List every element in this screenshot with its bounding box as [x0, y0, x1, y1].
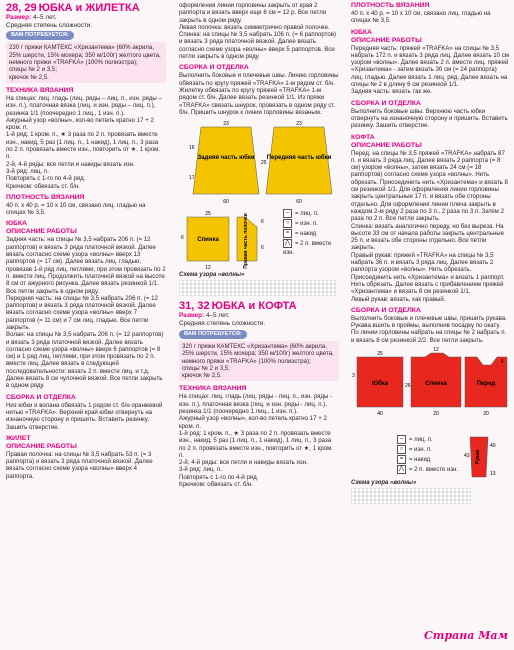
vest-cont-text: оформления линии горловины закрыть от края 2 раппорта и вязать вверх еще 6 см = 12 р. Все петли закрыть в одном ряду.: [179, 2, 327, 24]
skirt-pattern-diagram: [179, 119, 339, 209]
legend-symbol: ○: [397, 445, 406, 454]
tech-line: Крючком: обвязать ст. б/н.: [6, 182, 81, 190]
size-label: Размер:: [179, 312, 205, 320]
dim-label: 13: [490, 470, 496, 477]
vest-pattern-diagram: [179, 209, 279, 271]
legend-text: = накид: [295, 231, 317, 238]
legend-symbol: –: [283, 209, 292, 218]
dim-label: 25: [205, 211, 211, 218]
skirt-back-text: Задняя часть: на спицы № 3,5 набрать 206 п. (= 12 раппортов) и вязать 3 ряда платочной вязкой. Далее вязать согласно схеме узора «волны» вверх 13 раппортов (= 17 см). Далее вязать лиц. гладью, провязав 1-й ряд лиц. петлями, при этом провязать по 2 п. вместе лиц. Продолжить платочной вязкой на высоте 8 см от ажурного рисунка. Далее вязать резинкой 1/1.: [6, 236, 166, 288]
skirt-front-label: Передняя часть юбки: [266, 155, 332, 162]
legend-text: = лиц. п.: [409, 437, 433, 444]
heading-assembly: СБОРКА И ОТДЕЛКА: [179, 64, 249, 72]
dim-label: 40: [490, 442, 496, 449]
legend-text: = накид: [409, 457, 431, 464]
column-right: [344, 0, 514, 504]
cardigan-front-text: Перед: на спицы № 3,5 пряжей «TRAFKA» набрать 87 п. и вязать 3 ряда лиц. Далее вязать 2 раппорта (= 8 см) узором «волны», затем вязать 24 см (= 18 раппортов) согласно схеме узора «волны». Нить обрезать. Присоединить нить «Хризантема» и вязать 8 см резинкой 1/1. Для оформления линии горловины закрыть центральные 17 п. и вязать обе стороны отдельно. Для оформления линии плеча закрыть в каждом 2-м ряду 2 раза по 3 п., 2 раза по 3 п. Затем 2 раза по 2 п. Все петли закрыть.: [351, 149, 508, 223]
legend-symbol: ○: [283, 219, 292, 228]
dim-label: 16: [189, 145, 195, 152]
legend-text: = лиц. п.: [295, 211, 319, 218]
heading-vest-description: ОПИСАНИЕ РАБОТЫ: [6, 442, 77, 450]
tech-line: 1-й ряд: 1 кром. п., ★ 3 раза по 2 п. провязать вместе изн., накид, 5 раз (1 лиц. п., 1 накид), 1 лиц. п., 3 раза по 2 п. провязать вместе изн., повторить от ★, 1 кром. п.: [179, 429, 333, 459]
assembly-text: Низ юбки и волана обвязать 1 рядом ст. б/н оранжевой нитью «TRAFKA». Верхний край юбки отвернуть на изнаночную сторону и пришить. Вставить резинку. Зашить отверстие.: [6, 401, 163, 431]
dim-label: 25: [377, 350, 383, 357]
article-number: 28, 29: [6, 2, 37, 14]
vest-back-text: Спинка: на спицы № 3,5 набрать 106 п. (= 6 раппортов) и вязать 3 ряда платочной вязкой. Далее вязать согласно схеме узора «волны» вверх 5 раппортов. Все петли закрыть в одном ряду.: [179, 31, 337, 61]
vest-text: Правая полочка: на спицы № 3,5 набрать 53 п. (= 3 раппорта) и вязать 3 ряда платочной вязкой. Далее вязать согласно схеме узора «волны» вверх 4 раппорта.: [6, 450, 153, 480]
site-logo: Страна Мам: [424, 629, 508, 642]
wave-scheme-grid: [351, 488, 471, 504]
material-needles: спицы № 2 и 3,5;: [9, 66, 57, 74]
dim-label: 12: [433, 346, 439, 353]
legend-symbol: ⋀: [283, 239, 292, 248]
sleeve-diagram: [464, 435, 494, 479]
dim-label: 6: [181, 235, 184, 242]
legend-symbol: =: [283, 229, 292, 238]
density-text: 40 п. х 40 р. = 10 х 10 см, связано лиц. гладью на спицах № 3,5.: [6, 201, 146, 217]
skirt-back-text: Задняя часть: вязать так же.: [351, 88, 433, 96]
symbol-legend: [397, 435, 458, 475]
scheme-caption: Схема узора «волны»: [179, 272, 245, 279]
wave-scheme-grid: [179, 280, 337, 296]
skirt-front-text: Передняя часть: на спицы № 3,5 набрать 206 п. (= 12 раппортов) и вязать 3 ряда платочной вязкой. Далее вязать согласно схеме узора «волны» вверх 7 раппортов (= 11 см) и 7 см лиц. гладью. Все петли закрыть.: [6, 294, 158, 331]
dim-label: 60: [296, 199, 302, 206]
tech-line: Ажурный узор «волны», кол-во петель кратно 17 + 2 кром. п.: [179, 415, 327, 430]
heading-cardigan: КОФТА: [351, 133, 375, 141]
cardigan-left-sleeve-text: Левый рукав: вязать, как правый.: [351, 295, 446, 303]
article-title-text: ЮБКА и КОФТА: [211, 300, 297, 313]
skirt-front-text: Передняя часть: пряжей «TRAFKA» на спицы № 3,5 набрать 172 п. и вязать 3 ряда лиц. Далее вязать 10 см узором «волны». Далее вязать 2 п. вместе лиц. пряжей «Хризантема» - затем вязать 30 см (= 24 раппорта) лиц. гладью. Далее вязать 1 лиц. ряд. Далее вязать на спицы № 2 в длину 6 см резинкой 1/1.: [351, 44, 509, 89]
dim-label: 6: [261, 219, 264, 226]
material-hook: крючок № 2,5.: [182, 372, 222, 380]
dim-label: 40: [377, 410, 383, 417]
vest-left-text: Левая полочка: вязать симметрично правой полочке.: [179, 23, 330, 31]
heading-assembly: СБОРКА И ОТДЕЛКА: [351, 99, 421, 107]
heading-skirt: ЮБКА: [351, 28, 372, 36]
dim-label: 20: [433, 410, 439, 417]
dim-label: 43: [464, 452, 470, 459]
dim-label: 25: [261, 160, 267, 167]
tech-line: 3-й ряд: лиц. п.: [179, 466, 222, 474]
tech-line: Повторять с 1-го по 4-й ряд.: [6, 175, 86, 183]
dim-label: 23: [296, 121, 302, 128]
vest-back-label: Спинка: [197, 237, 219, 244]
tech-line: 3-й ряд: лиц. п.: [6, 167, 49, 175]
material-needles: спицы № 2 и 3,5;: [182, 364, 230, 372]
article-title-2: [179, 300, 339, 312]
tech-line: 2-й, 4-й ряды: все петли и накиды вязать изн.: [179, 459, 308, 467]
heading-technique: ТЕХНИКА ВЯЗАНИЯ: [179, 385, 247, 393]
legend-text: = 2 п. вместе изн.: [409, 467, 459, 474]
legend-text: = изн. п.: [409, 447, 432, 454]
tech-line: На спицах: лиц. гладь (лиц. ряды – лиц. п., изн. ряды – изн. п.), платочная вязка (лиц. и изн. ряды – лиц. п.), резинка 1/1 (поочередно 1 лиц., 1 изн. п.).: [6, 94, 162, 117]
tech-line: Крючком: обвязать ст. б/н.: [179, 480, 254, 488]
assembly-text: Выполнить боковые и плечевые швы. Линию горловины обвязать по кругу пряжей «TRAFKA» 1-м рядом ст. б/н. Жилетку обвязать по кругу пряжей «TRAFKA» 1-м рядом ст. б/н. Далее вязать резинкой 1/1. Из пряжи «TRAFKA» связать шнурок, провязать в одном ряду ст. б/н. Пришить шнурок к линии горловины вязаным.: [179, 72, 339, 116]
difficulty: Средняя степень сложности.: [6, 21, 93, 29]
front-label: Перед: [476, 380, 496, 387]
dim-label: 6: [261, 245, 264, 252]
column-left: [0, 0, 172, 480]
difficulty: Средняя степень сложности.: [179, 320, 266, 328]
material-hook: крючок № 2,5.: [9, 73, 49, 81]
cardigan-right-sleeve-text: Правый рукав: пряжей «TRAFKA» на спицы № 3,5 набрать 36 п. и вязать 3 ряда лиц. Далее вязать 2 раппорта узором «волны». Нить обрезать. Присоединить нить «Хризантема» и вязать 1 раппорт. Нить обрезать. Далее вязать с прибавлением пряжей «Хризантема» и вязать 8 см резинкой 1/1.: [351, 251, 505, 296]
material-yarn: 230 г пряжи КАМТЕКС «Хризантема» (60% акрила, 25% шерсти, 15% мохера; 350 м/100г) желтого цвета, немного пряжи «TRAFKA» (100% полиэстра);: [9, 44, 161, 67]
tech-line: 1-й ряд: 1 кром. п., ★ 3 раза по 2 п. провязать вместе изн., накид, 5 раз (1 лиц. п., 1 накид), 1 лиц. п., 3 раза по 2 п. провязать вместе изн., повторить от ★, 1 кром. п.: [6, 131, 160, 161]
heading-technique: ТЕХНИКА ВЯЗАНИЯ: [6, 86, 74, 94]
legend-text: = изн. п.: [295, 221, 318, 228]
tech-line: На спицах: лиц. гладь (лиц. ряды - лиц. п., изн. ряды - изн. п.), платочная вязка (лиц. и изн. ряды - лиц. п.), резинка 1/1 (поочередно 1 лиц., 1 изн. п.).: [179, 393, 333, 416]
heading-assembly-2: СБОРКА И ОТДЕЛКА: [351, 306, 421, 314]
sleeve-label: Рукав: [475, 449, 482, 465]
article-title: [6, 2, 166, 14]
heading-description: ОПИСАНИЕ РАБОТЫ: [351, 36, 422, 44]
vest-shelf-label: Правая часть полочки: [243, 213, 249, 269]
size-value: 4–5 лет.: [32, 14, 57, 21]
tech-line: Повторять с 1-го по 4-й ряд.: [179, 473, 259, 481]
heading-cardigan-description: ОПИСАНИЕ РАБОТЫ: [351, 141, 422, 149]
dim-label: 26: [405, 382, 411, 389]
heading-density: ПЛОТНОСТЬ ВЯЗАНИЯ: [351, 2, 430, 9]
cardigan-pattern-diagram: [351, 347, 509, 435]
heading-description: ОПИСАНИЕ РАБОТЫ: [6, 228, 77, 236]
size-label: Размер:: [6, 14, 32, 21]
dim-label: 23: [223, 121, 229, 128]
materials-box: [179, 341, 339, 381]
tech-line: 2-й, 4-й ряды: все петли и накиды вязать изн.: [6, 160, 135, 168]
legend-text: = 2 п. вместе изн.: [283, 241, 332, 257]
density-text: 40 п. х 40 р. = 10 х 10 см, связано лиц. гладью на спицах № 3,5.: [351, 10, 491, 25]
materials-badge: ВАМ ПОТРЕБУЕТСЯ:: [6, 31, 74, 40]
legend-symbol: –: [397, 435, 406, 444]
heading-assembly: СБОРКА И ОТДЕЛКА: [6, 393, 76, 401]
dim-label: 17: [189, 175, 195, 182]
scheme-grid: [179, 280, 337, 296]
legend-symbol: =: [397, 455, 406, 464]
heading-skirt: ЮБКА: [6, 220, 27, 228]
skirt-back-label: Задняя часть юбки: [197, 155, 255, 162]
material-yarn: 320 г пряжи КАМТЕКС «Хризантема» (60% акрила, 25% шерсти, 15% мохера; 350 м/100г) желтого цвета, немного пряжи «TRAFKA» (100% полиэстра);: [182, 342, 334, 365]
scheme-caption: Схема узора «волны»: [351, 479, 417, 486]
heading-density: ПЛОТНОСТЬ ВЯЗАНИЯ: [6, 193, 85, 201]
heading-vest: ЖИЛЕТ: [6, 434, 31, 442]
symbol-legend: [283, 209, 339, 258]
dim-label: 60: [223, 199, 229, 206]
tech-line: Ажурный узор «волны», кол-во петель кратно 17 + 2 кром. п.: [6, 116, 154, 132]
assembly-text: Выполнить боковые швы. Верхнюю часть юбки отвернуть на изнаночную сторону и пришить. Вставить резинку. Зашить отверстие.: [351, 107, 508, 130]
back-piece: [411, 353, 461, 407]
column-middle: [172, 0, 344, 488]
skirt-text: Все петли закрыть в одном ряду.: [6, 287, 99, 295]
back-label: Спинка: [425, 380, 447, 387]
scheme-grid: [351, 488, 471, 504]
size-value: 4–5 лет.: [205, 312, 230, 320]
legend-symbol: ⋀: [397, 465, 406, 474]
cardigan-back-text: Спинка: вязать аналогично переду, но без выреза. На высоте 33 см от начала работы закрыть центральные 25 п. и вязать обе стороны отдельно. Все петли закрыть.: [351, 222, 505, 252]
article-title-text: ЮБКА и ЖИЛЕТКА: [38, 2, 140, 14]
dim-label: 12: [205, 265, 211, 272]
assembly2-text: Выполнить боковые и плечевые швы, пришить рукава. Рукава вшить в проймы, выполнив посадку по окату. По линии горловины набрать на спицы № 2 набрать п. и вязать 8 см резинкой 2/2. Все петли закрыть.: [351, 314, 507, 344]
dim-label: 3: [352, 372, 355, 379]
materials-badge: ВАМ ПОТРЕБУЕТСЯ:: [179, 330, 247, 339]
dim-label: 6: [501, 358, 504, 365]
skirt-label: Юбка: [371, 380, 389, 387]
materials-box: [6, 42, 166, 82]
skirt-flounce-text: Волан: на спицы № 3,5 набрать 206 п. (= 12 раппортов) и вязать 3 ряда платочной вязкой. Далее вязать согласно схеме узора «волны» вверх 6 раппортов (= 8 см) и 1 ряд лиц. петлями, при этом провязать по 2 п. вместе лиц. Далее вязать в следующей последовательности: вязать 2 п. вместе лиц. и т.д. Далее вязать 8 см чулочной вязкой. Все петли закрыть в одном ряду.: [6, 331, 164, 390]
article-number: 31, 32: [179, 300, 210, 313]
dim-label: 20: [483, 410, 489, 417]
